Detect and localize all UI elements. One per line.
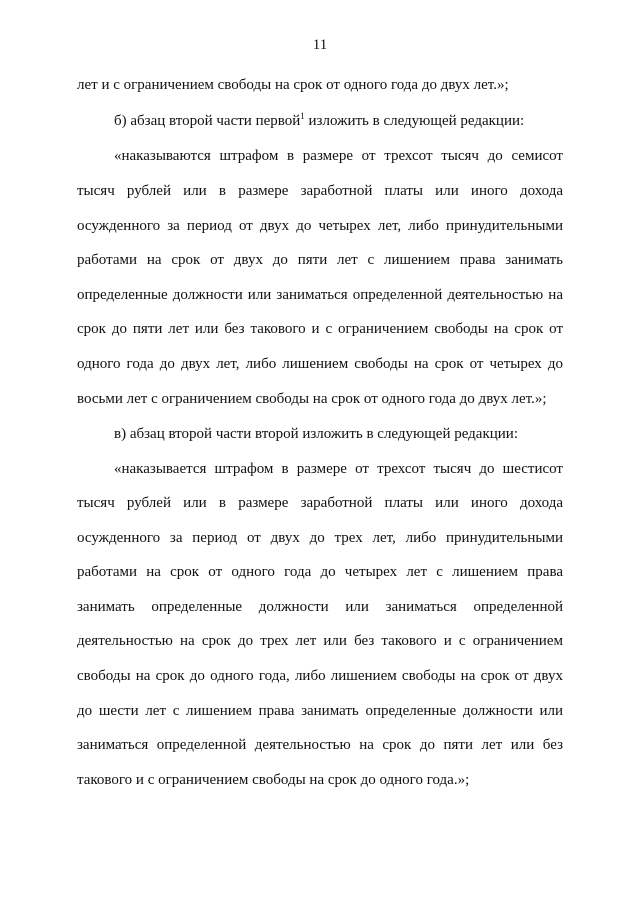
- text-line: тысяч рублей или в размере заработной платы или иного дохода: [77, 183, 563, 199]
- text-line: до шести лет с лишением права занимать определенные должности или: [77, 703, 563, 719]
- text-line: лет и с ограничением свободы на срок от одного года до двух лет.»;: [77, 77, 509, 93]
- text-line: срок до пяти лет или без такового и с ограничением свободы на срок от: [77, 321, 563, 337]
- text-line: свободы на срок до одного года, либо лишением свободы на срок от двух: [77, 668, 563, 684]
- heading-text: изложить в следующей редакции:: [308, 113, 525, 129]
- text-line: осужденного за период от двух до трех лет, либо принудительными: [77, 530, 563, 546]
- text-line: определенные должности или заниматься определенной деятельностью на: [77, 287, 563, 303]
- text-line: деятельностью на срок до трех лет или без такового и с ограничением: [77, 633, 563, 649]
- text-line: занимать определенные должности или заниматься определенной: [77, 599, 563, 615]
- text-line: осужденного за период от двух до четырех лет, либо принудительными: [77, 218, 563, 234]
- text-line: «наказывается штрафом в размере от трехсот тысяч до шестисот: [114, 461, 563, 477]
- text-line: тысяч рублей или в размере заработной платы или иного дохода: [77, 495, 563, 511]
- footnote-reference: 1: [300, 111, 305, 121]
- text-line: работами на срок от одного года до четырех лет с лишением права: [77, 564, 563, 580]
- subparagraph-v-heading: в) абзац второй части второй изложить в следующей редакции:: [114, 426, 519, 442]
- text-line: работами на срок от двух до пяти лет с лишением права занимать: [77, 252, 563, 268]
- page-number: 11: [312, 37, 328, 53]
- subparagraph-b-heading: [114, 112, 563, 130]
- heading-text: б) абзац второй части первой: [114, 113, 301, 129]
- text-line: одного года до двух лет, либо лишением свободы на срок от четырех до: [77, 356, 563, 372]
- text-line: «наказываются штрафом в размере от трехсот тысяч до семисот: [114, 148, 563, 164]
- text-line: такового и с ограничением свободы на срок до одного года.»;: [77, 772, 470, 788]
- text-line: восьми лет с ограничением свободы на срок от одного года до двух лет.»;: [77, 391, 547, 407]
- text-line: заниматься определенной деятельностью на срок до пяти лет или без: [77, 737, 563, 753]
